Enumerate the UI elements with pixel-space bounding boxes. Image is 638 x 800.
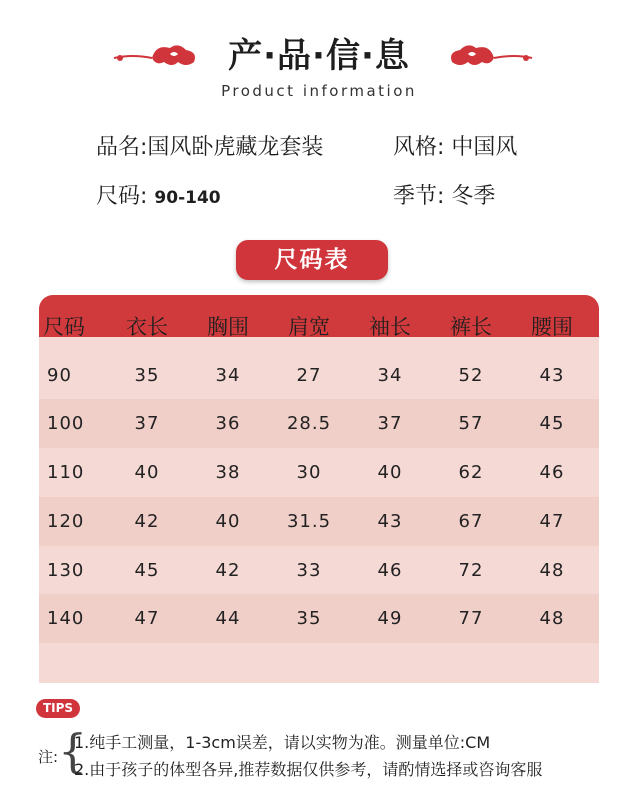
table-header-cell: 衣长 — [126, 315, 168, 339]
page-title: 产·品·信·息 — [228, 36, 410, 76]
table-row — [39, 399, 599, 448]
style-label: 风格: — [393, 135, 445, 160]
table-cell: 30 — [296, 462, 322, 483]
table-header-cell: 尺码 — [43, 315, 85, 339]
product-name-value: 国风卧虎藏龙套装 — [147, 135, 324, 160]
table-cell: 34 — [215, 365, 241, 386]
table-cell: 110 — [47, 462, 85, 483]
table-row — [39, 546, 599, 595]
table-cell: 52 — [458, 365, 484, 386]
tips-badge: TIPS — [36, 699, 80, 718]
table-cell: 45 — [539, 413, 565, 434]
table-cell: 57 — [458, 413, 484, 434]
table-cell: 42 — [215, 560, 241, 581]
table-cell: 62 — [458, 462, 484, 483]
table-cell: 27 — [296, 365, 322, 386]
table-cell: 77 — [458, 608, 484, 629]
table-cell: 33 — [296, 560, 322, 581]
season-line — [393, 179, 495, 210]
table-cell: 40 — [377, 462, 403, 483]
product-name-line — [96, 130, 323, 161]
table-cell: 44 — [215, 608, 241, 629]
style-value: 中国风 — [451, 135, 518, 160]
table-row — [39, 497, 599, 546]
table-cell: 36 — [215, 413, 241, 434]
table-cell: 31.5 — [286, 511, 332, 532]
table-row — [39, 351, 599, 400]
table-cell: 120 — [47, 511, 85, 532]
table-cell: 90 — [47, 365, 72, 386]
size-label: 尺码: — [96, 184, 148, 209]
table-cell: 40 — [215, 511, 241, 532]
page-subtitle: Product information — [221, 82, 417, 100]
note-line-2: 2.由于孩子的体型各异,推荐数据仅供参考，请酌情选择或咨询客服 — [74, 760, 543, 779]
table-cell: 130 — [47, 560, 85, 581]
note-brace: { — [58, 724, 88, 778]
table-cell: 40 — [134, 462, 160, 483]
table-cell: 35 — [134, 365, 160, 386]
style-line — [393, 130, 517, 161]
table-cell: 46 — [377, 560, 403, 581]
table-cell: 140 — [47, 608, 85, 629]
product-name-label: 品名: — [96, 135, 148, 160]
size-chart-badge: 尺码表 — [236, 240, 388, 280]
table-header-cell: 肩宽 — [288, 315, 330, 339]
note-line-1: 1.纯手工测量，1-3cm误差，请以实物为准。测量单位:CM — [74, 733, 491, 752]
table-row — [39, 594, 599, 643]
note-label: 注: — [38, 748, 59, 766]
auspicious-cloud-right-icon — [444, 40, 534, 70]
table-cell: 37 — [134, 413, 160, 434]
table-cell: 48 — [539, 560, 565, 581]
size-table — [39, 295, 599, 683]
table-cell: 47 — [539, 511, 565, 532]
table-cell: 43 — [539, 365, 565, 386]
table-cell: 100 — [47, 413, 85, 434]
table-cell: 72 — [458, 560, 484, 581]
table-header-cell: 胸围 — [207, 315, 249, 339]
table-header-cell: 裤长 — [450, 315, 492, 339]
season-value: 冬季 — [451, 184, 496, 209]
table-cell: 49 — [377, 608, 403, 629]
table-cell: 46 — [539, 462, 565, 483]
table-cell: 48 — [539, 608, 565, 629]
table-cell: 34 — [377, 365, 403, 386]
table-cell: 47 — [134, 608, 160, 629]
table-cell: 42 — [134, 511, 160, 532]
size-table-header — [39, 295, 599, 337]
table-header-cell: 袖长 — [369, 315, 411, 339]
table-cell: 28.5 — [286, 413, 332, 434]
table-cell: 43 — [377, 511, 403, 532]
table-cell: 35 — [296, 608, 322, 629]
table-cell: 38 — [215, 462, 241, 483]
table-header-cell: 腰围 — [531, 315, 573, 339]
size-value: 90-140 — [154, 188, 221, 208]
table-row — [39, 448, 599, 497]
table-cell: 67 — [458, 511, 484, 532]
table-cell: 45 — [134, 560, 160, 581]
table-cell: 37 — [377, 413, 403, 434]
season-label: 季节: — [393, 184, 445, 209]
size-line — [96, 179, 221, 210]
